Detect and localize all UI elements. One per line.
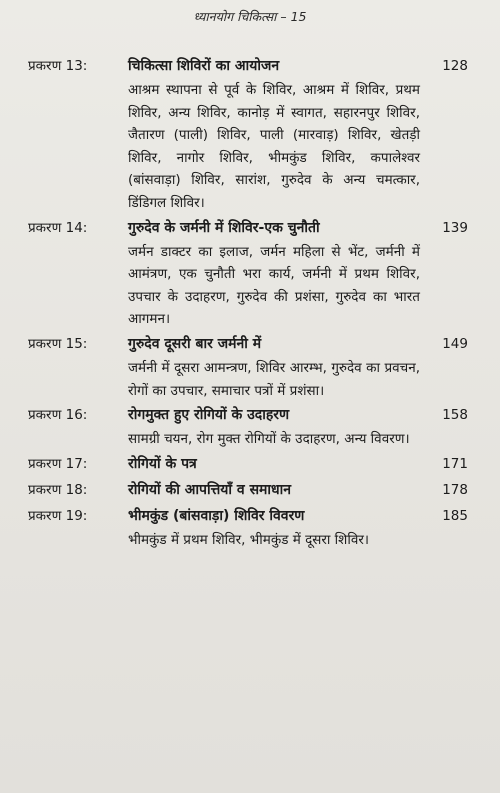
chapter-description: जर्मन डाक्टर का इलाज, जर्मन महिला से भेंट, जर्मनी में आमंत्रण, एक चुनौती भरा कार्य, जर्मनी में प्रथम शिविर, उपचार के उदाहरण, गुरुदेव की प्रशंसा, गुरुदेव का भारत आगमन। [128,243,420,328]
table-of-contents [28,56,468,554]
toc-entry-18 [28,480,468,503]
toc-entry-14 [28,218,468,331]
chapter-description: जर्मनी में दूसरा आमन्त्रण, शिविर आरम्भ, गुरुदेव का प्रवचन, रोगों का उपचार, समाचार पत्रों में प्रशंसा। [128,359,420,399]
page-number: 128 [442,58,468,74]
page-number: 139 [442,219,468,236]
chapter-label: प्रकरण 19: [28,507,88,524]
chapter-title: रोगमुक्त हुए रोगियों के उदाहरण [128,407,290,424]
chapter-title: रोगियों के पत्र [128,455,197,472]
chapter-title: भीमकुंड (बांसवाड़ा) शिविर विवरण [128,507,305,524]
chapter-label: प्रकरण 17: [28,455,88,472]
page-number: 171 [442,455,468,472]
chapter-title: रोगियों की आपत्तियाँ व समाधान [128,481,292,498]
chapter-description: सामग्री चयन, रोग मुक्त रोगियों के उदाहरण, अन्य विवरण। [128,431,410,448]
chapter-label: प्रकरण 18: [28,481,88,498]
chapter-description: भीमकुंड में प्रथम शिविर, भीमकुंड में दूसरा शिविर। [128,531,369,548]
chapter-label: प्रकरण 16: [28,407,88,424]
toc-entry-16 [28,405,468,451]
page-number: 178 [442,481,468,498]
page-number: 158 [442,407,468,424]
toc-entry-19 [28,506,468,552]
running-header: ध्यानयोग चिकित्सा – 15 [193,9,307,24]
page-number: 149 [442,335,468,352]
chapter-label: प्रकरण 14: [28,219,88,236]
chapter-title: चिकित्सा शिविरों का आयोजन [128,58,280,74]
chapter-label: प्रकरण 15: [28,335,88,352]
chapter-title: गुरुदेव के जर्मनी में शिविर-एक चुनौती [128,219,320,236]
chapter-label: प्रकरण 13: [28,58,88,74]
page-number: 185 [442,507,468,524]
chapter-title: गुरुदेव दूसरी बार जर्मनी में [128,335,262,352]
toc-entry-15 [28,334,468,402]
toc-entry-13 [28,56,468,215]
toc-entry-17 [28,454,468,477]
chapter-description: आश्रम स्थापना से पूर्व के शिविर, आश्रम में शिविर, प्रथम शिविर, अन्य शिविर, कानोड़ में स्वागत, सहारनपुर शिविर, जैतारण (पाली) शिविर, पाली (मारवाड़) शिविर, खेतड़ी शिविर, नागोर शिविर, भीमकुंड शिविर, कपालेश्वर (बांसवाड़ा) शिविर, सारांश, गुरुदेव के अन्य चमत्कार, डिंडिगल शिविर। [128,82,420,211]
